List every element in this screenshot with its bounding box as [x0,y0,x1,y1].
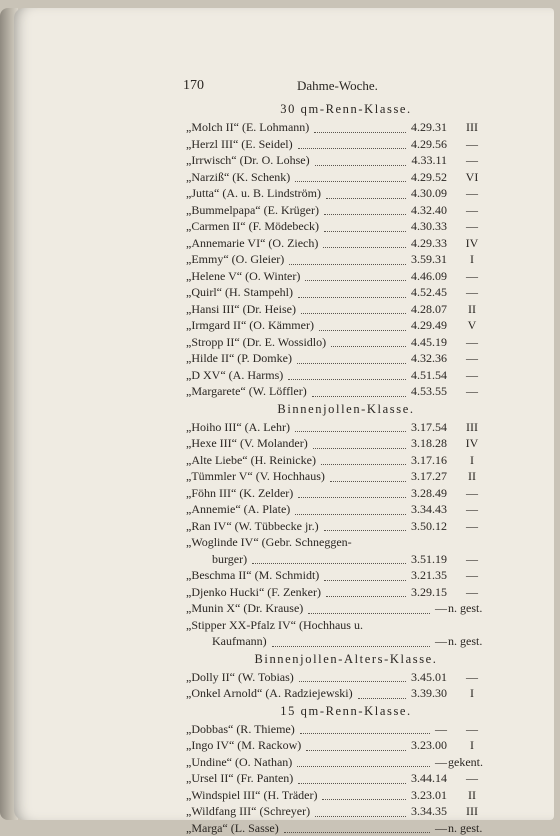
finish-time: 4.29.56 [391,136,447,153]
result-row [186,383,498,400]
boat-and-owner: „Wildfang III“ (Schreyer) [186,803,310,820]
finish-time: 4.28.07 [391,301,447,318]
boat-and-owner: „Ran IV“ (W. Tübbecke jr.) [186,518,319,535]
finish-time: 3.18.28 [391,435,447,452]
finish-time: 3.39.30 [391,685,447,702]
boat-and-owner: „Molch II“ (E. Lohmann) [186,119,309,136]
finish-time: 3.44.14 [391,770,447,787]
placement: III [454,419,490,436]
placement: — [454,284,490,301]
finish-time: 4.29.33 [391,235,447,252]
boat-and-owner: „Stipper XX-Pfalz IV“ (Hochhaus u. [186,617,363,634]
placement: — [454,350,490,367]
result-row [186,685,498,702]
boat-and-owner: „Annemarie VI“ (O. Ziech) [186,235,318,252]
finish-time: — [391,633,447,650]
finish-time: 4.29.31 [391,119,447,136]
section-title: Binnenjollen-Alters-Klasse. [186,650,498,669]
boat-and-owner: „Margarete“ (W. Löffler) [186,383,307,400]
page-number: 170 [183,78,204,94]
result-row [186,600,498,617]
boat-and-owner: „Irmgard II“ (O. Kämmer) [186,317,314,334]
boat-and-owner: Kaufmann) [212,633,267,650]
placement: II [454,301,490,318]
finish-time: 4.33.11 [391,152,447,169]
placement: — [454,770,490,787]
finish-time: 3.29.15 [391,584,447,601]
section-title: 30 qm-Renn-Klasse. [186,100,498,119]
finish-time: 4.32.40 [391,202,447,219]
boat-and-owner: burger) [212,551,247,568]
boat-and-owner: „Djenko Hucki“ (F. Zenker) [186,584,321,601]
placement: — [454,518,490,535]
finish-time: 3.17.27 [391,468,447,485]
placement: III [454,803,490,820]
placement: I [454,685,490,702]
placement: IV [454,235,490,252]
finish-time: 4.29.49 [391,317,447,334]
placement: — [454,334,490,351]
placement: — [454,551,490,568]
finish-time: 4.45.19 [391,334,447,351]
boat-and-owner: „Marga“ (L. Sasse) [186,820,279,836]
dot-leader [298,132,406,150]
placement: — [454,136,490,153]
placement: — [454,202,490,219]
finish-time: 4.29.52 [391,169,447,186]
finish-time: 3.23.00 [391,737,447,754]
finish-time: 4.32.36 [391,350,447,367]
dot-leader [298,481,406,499]
dot-leader [298,280,406,298]
boat-and-owner: „Quirl“ (H. Stampehl) [186,284,293,301]
placement: — [454,584,490,601]
finish-time: 3.17.16 [391,452,447,469]
dot-leader [295,165,406,183]
placement: n. gest. [448,820,498,836]
finish-time: — [391,820,447,836]
boat-and-owner: „D XV“ (A. Harms) [186,367,283,384]
placement: — [454,367,490,384]
boat-and-owner: „Emmy“ (O. Gleier) [186,251,284,268]
dot-leader [289,247,406,265]
boat-and-owner: „Hexe III“ (V. Molander) [186,435,308,452]
finish-time: 4.53.55 [391,383,447,400]
placement: n. gest. [448,600,498,617]
section-title: Binnenjollen-Klasse. [186,400,498,419]
finish-time: 3.59.31 [391,251,447,268]
results-list [186,100,498,836]
finish-time: 4.51.54 [391,367,447,384]
finish-time: — [391,600,447,617]
dot-leader [297,346,406,364]
boat-and-owner: „Undine“ (O. Nathan) [186,754,292,771]
finish-time: 3.28.49 [391,485,447,502]
boat-and-owner: „Bummelpapa“ (E. Krüger) [186,202,319,219]
placement: VI [454,169,490,186]
boat-and-owner: „Herzl III“ (E. Seidel) [186,136,293,153]
placement: — [454,567,490,584]
boat-and-owner: „Windspiel III“ (H. Träder) [186,787,317,804]
boat-and-owner: „Alte Liebe“ (H. Reinicke) [186,452,316,469]
running-title: Dahme-Woche. [297,78,378,94]
finish-time: 4.52.45 [391,284,447,301]
boat-and-owner: „Onkel Arnold“ (A. Radziejewski) [186,685,353,702]
placement: — [454,152,490,169]
result-row [186,518,498,535]
boat-and-owner: „Dolly II“ (W. Tobias) [186,669,294,686]
placement: — [454,501,490,518]
placement: — [454,669,490,686]
placement: — [454,383,490,400]
boat-and-owner: „Stropp II“ (Dr. E. Wossidlo) [186,334,326,351]
finish-time: 4.30.09 [391,185,447,202]
dot-leader [295,415,406,433]
finish-time: 3.51.19 [391,551,447,568]
page-header [183,78,463,96]
boat-and-owner: „Beschma II“ (M. Schmidt) [186,567,319,584]
finish-time: 3.34.35 [391,803,447,820]
boat-and-owner: „Carmen II“ (F. Mödebeck) [186,218,319,235]
result-row [186,820,498,836]
placement: IV [454,435,490,452]
placement: I [454,251,490,268]
dot-leader [299,665,406,683]
finish-time: 3.21.35 [391,567,447,584]
placement: I [454,737,490,754]
placement: — [454,218,490,235]
dot-leader [252,547,406,565]
placement: I [454,452,490,469]
finish-time: 3.34.43 [391,501,447,518]
finish-time: 4.46.09 [391,268,447,285]
placement: n. gest. [448,633,498,650]
placement: — [454,485,490,502]
finish-time: 4.30.33 [391,218,447,235]
boat-and-owner: „Hoiho III“ (A. Lehr) [186,419,290,436]
placement: II [454,787,490,804]
finish-time: 3.50.12 [391,518,447,535]
boat-and-owner: „Dobbas“ (R. Thieme) [186,721,295,738]
boat-and-owner: „Hansi III“ (Dr. Heise) [186,301,296,318]
finish-time: — [391,754,447,771]
boat-and-owner: „Föhn III“ (K. Zelder) [186,485,293,502]
placement: — [454,185,490,202]
boat-and-owner: „Helene V“ (O. Winter) [186,268,300,285]
boat-and-owner: „Jutta“ (A. u. B. Lindström) [186,185,321,202]
placement: V [454,317,490,334]
placement: II [454,468,490,485]
dot-leader [288,363,406,381]
boat-and-owner: „Narziß“ (K. Schenk) [186,169,290,186]
boat-and-owner: „Munin X“ (Dr. Krause) [186,600,303,617]
boat-and-owner: „Woglinde IV“ (Gebr. Schneggen- [186,534,352,551]
boat-and-owner: „Tümmler V“ (V. Hochhaus) [186,468,325,485]
boat-and-owner: „Ingo IV“ (M. Rackow) [186,737,301,754]
dot-leader [295,497,406,515]
placement: — [454,268,490,285]
boat-and-owner: „Hilde II“ (P. Domke) [186,350,292,367]
result-row [186,669,498,686]
boat-and-owner: „Ursel II“ (Fr. Panten) [186,770,293,787]
placement: — [454,721,490,738]
result-row [186,633,498,650]
placement: gekent. [448,754,498,771]
finish-time: 3.17.54 [391,419,447,436]
boat-and-owner: „Annemie“ (A. Plate) [186,501,290,518]
finish-time: 3.45.01 [391,669,447,686]
finish-time: — [391,721,447,738]
dot-leader [298,766,406,784]
section-title: 15 qm-Renn-Klasse. [186,702,498,721]
placement: III [454,119,490,136]
finish-time: 3.23.01 [391,787,447,804]
boat-and-owner: „Irrwisch“ (Dr. O. Lohse) [186,152,310,169]
